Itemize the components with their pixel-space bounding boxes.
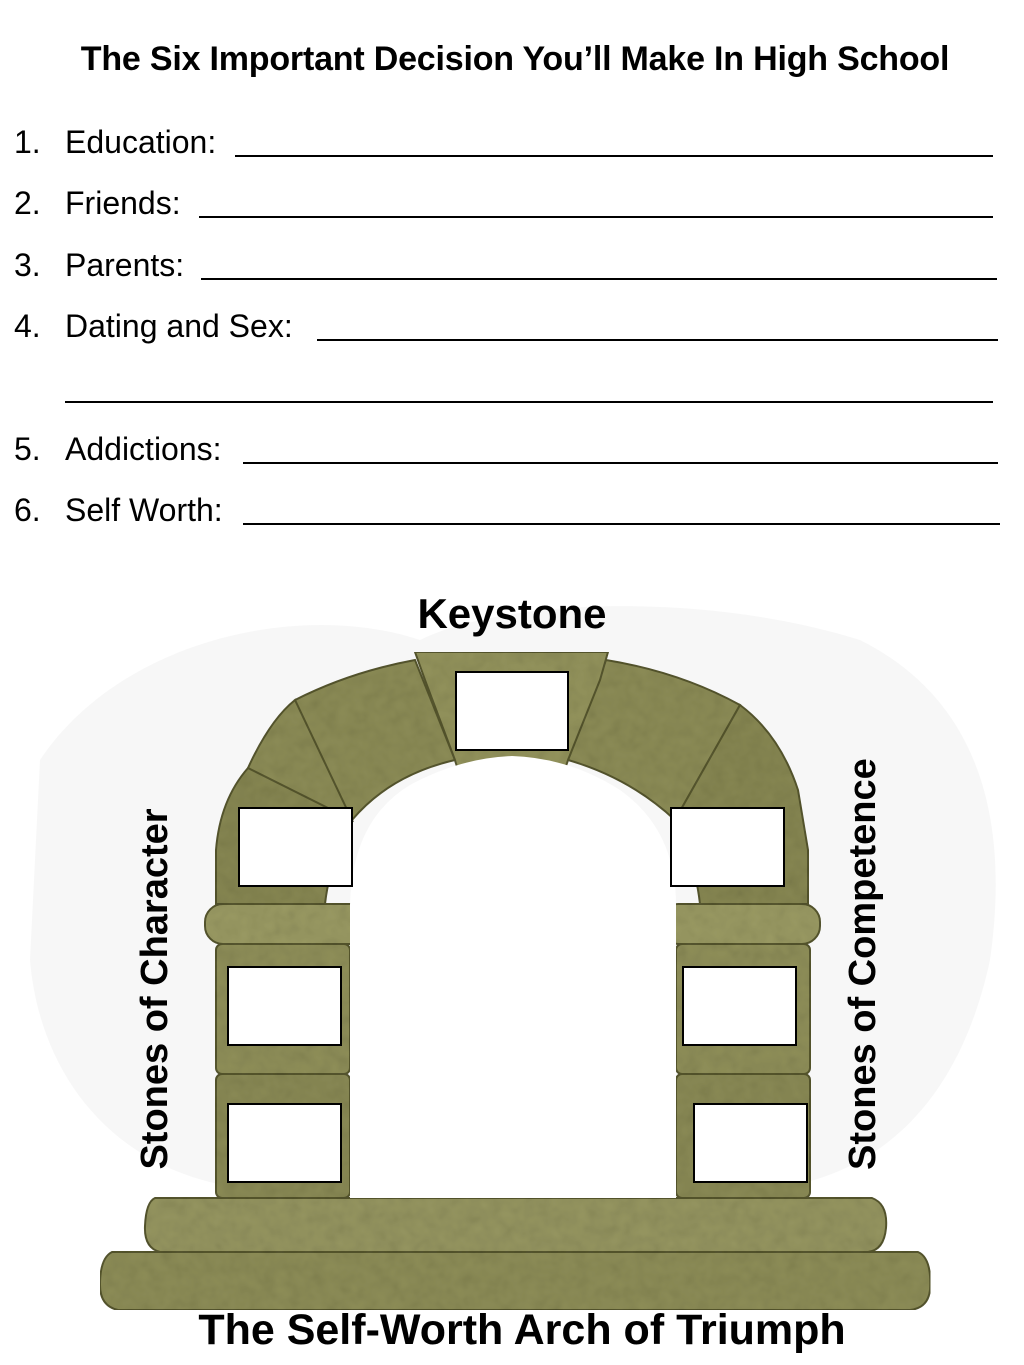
stones-of-competence-label: Stones of Competence [842, 758, 884, 1170]
item-label: Education: [65, 124, 217, 160]
item-label: Parents: [65, 247, 185, 283]
item-number: 4. [14, 308, 41, 344]
item-number: 1. [14, 124, 41, 160]
item-label: Dating and Sex: [65, 308, 293, 344]
competence-stone-box-1[interactable] [671, 808, 784, 886]
character-stone-box-1[interactable] [239, 808, 352, 886]
competence-stone-box-2[interactable] [683, 967, 796, 1045]
item-number: 2. [14, 185, 41, 221]
keystone-label: Keystone [417, 590, 607, 637]
item-label: Addictions: [65, 431, 222, 467]
arch-caption: The Self-Worth Arch of Triumph [198, 1306, 846, 1354]
arch-base-upper [145, 1198, 886, 1252]
arch-base-lower [100, 1252, 930, 1310]
keystone-box[interactable] [456, 672, 568, 750]
competence-stone-box-3[interactable] [694, 1104, 807, 1182]
character-stone-box-2[interactable] [228, 967, 341, 1045]
character-stone-box-3[interactable] [228, 1104, 341, 1182]
item-label: Friends: [65, 185, 181, 221]
item-label: Self Worth: [65, 492, 223, 528]
right-capital [660, 904, 820, 944]
worksheet-title: The Six Important Decision You’ll Make In High School [80, 40, 950, 78]
stones-of-character-label: Stones of Character [134, 808, 176, 1170]
item-number: 3. [14, 247, 41, 283]
item-number: 5. [14, 431, 41, 467]
arch-opening [350, 756, 676, 1198]
item-number: 6. [14, 492, 41, 528]
left-capital [205, 904, 368, 944]
